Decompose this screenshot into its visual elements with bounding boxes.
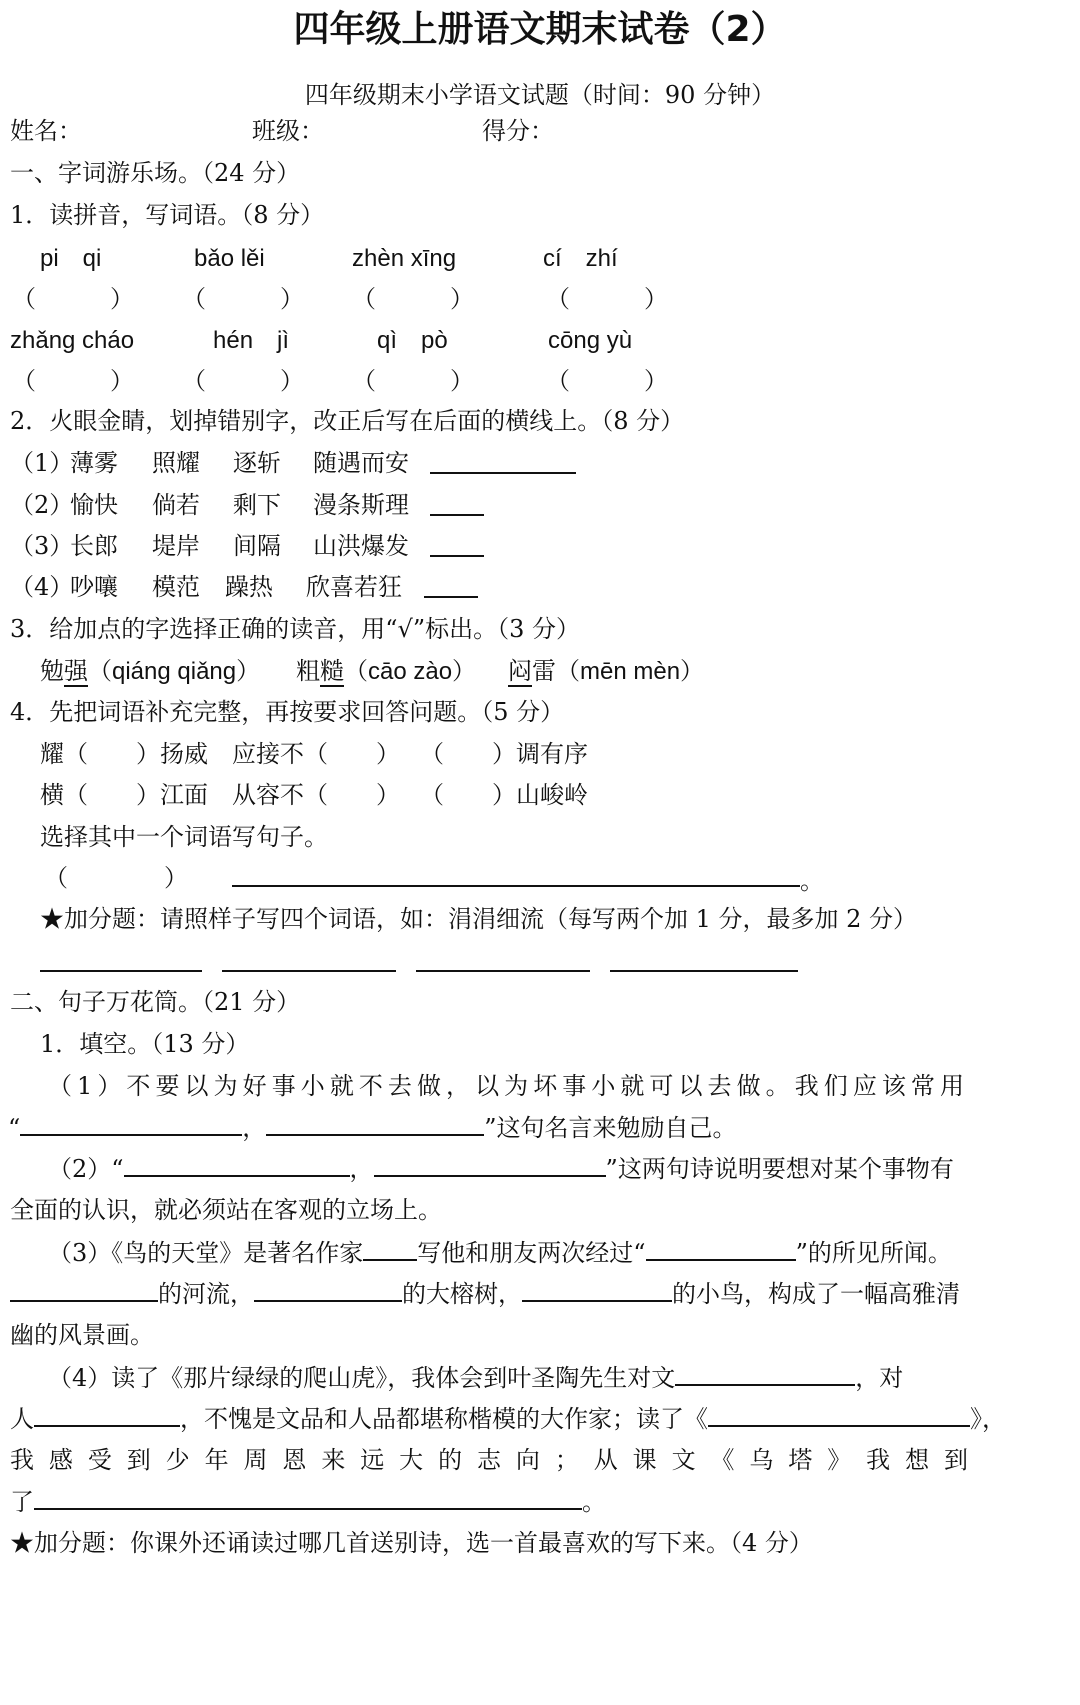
s3-start: （3）《鸟的天堂》是著名作家: [48, 1239, 364, 1267]
s2-start: （2）“: [48, 1155, 124, 1183]
q3-item-1-marked-char: 强: [64, 657, 88, 685]
pinyin-8: cōng yù: [548, 327, 633, 354]
q2-item-2-w3: 剩下: [233, 491, 281, 519]
q2-item-1-w1: 薄雾: [70, 449, 118, 477]
s4b-blank-1: [34, 1403, 180, 1427]
s4b-mid: ，不愧是文品和人品都堪称楷模的大作家；读了《: [180, 1405, 708, 1433]
s4d-blank: [34, 1486, 582, 1510]
q2-item-4-w4: 欣喜若狂: [306, 573, 402, 601]
answer-box-6-open: （: [182, 367, 206, 395]
p2-q1-s4d: [10, 1486, 606, 1516]
page-title: 四年级上册语文期末试卷（2）: [293, 9, 787, 50]
s4b-blank-2: [708, 1403, 970, 1427]
q3-item-3-options: （mēn mèn）: [556, 658, 705, 685]
q3-item-3-marked-char: 闷: [508, 657, 532, 685]
q4-word-5: 从容不（ ）: [232, 781, 400, 809]
s3-mid: 写他和朋友两次经过“: [417, 1239, 646, 1267]
q3-item-1-options: （qiáng qiǎng）: [88, 658, 261, 685]
answer-box-7-open: （: [352, 367, 376, 395]
q2-item-3-w3: 间隔: [233, 532, 281, 560]
q2-item-3-w2: 堤岸: [152, 532, 200, 560]
q3-item-2-marked-char: 糙: [320, 657, 344, 685]
q2-item-1-w3: 逐斩: [233, 449, 281, 477]
answer-box-1-open: （: [12, 285, 36, 313]
s1-end: ”这句名言来勉励自己。: [484, 1114, 737, 1142]
q2-item-3-w4: 山洪爆发: [313, 532, 409, 560]
s3b-text-3: 的小鸟，构成了一幅高雅清: [672, 1280, 960, 1308]
q3-item-2-options: （cāo zào）: [344, 658, 477, 685]
q3-item-1: [40, 656, 260, 686]
q2-item-2-w1: 愉快: [70, 491, 118, 519]
score-label: 得分：: [482, 117, 554, 145]
p2-q1-s3b: [10, 1278, 960, 1308]
bonus-line-1: [40, 970, 202, 972]
q2-prompt: 2．火眼金睛，划掉错别字，改正后写在后面的横线上。（8 分）: [10, 407, 685, 435]
pinyin-2: bǎo lěi: [194, 245, 265, 272]
q3-prompt: 3．给加点的字选择正确的读音，用“√”标出。（3 分）: [10, 615, 580, 643]
name-label: 姓名：: [10, 117, 82, 145]
s2-comma: ，: [349, 1155, 374, 1183]
q2-item-3-w1: 长郎: [70, 532, 118, 560]
s2-end: ”这两句诗说明要想对某个事物有: [605, 1155, 954, 1183]
q3-item-2-char: 粗: [296, 657, 320, 685]
s1-comma: ，: [242, 1114, 267, 1142]
answer-box-3-open: （: [352, 285, 376, 313]
q2-item-1-num: （1）: [10, 449, 74, 477]
s3-blank-author: [363, 1237, 417, 1261]
q4-word-6: （ ）山峻岭: [420, 781, 588, 809]
s3-blank-place: [646, 1237, 796, 1261]
pinyin-1: pi qi: [40, 245, 102, 272]
q4-word-paren: （ ）: [44, 864, 188, 892]
q2-item-4-w1: 吵嚷: [70, 573, 118, 601]
q3-item-3: [508, 656, 704, 686]
bonus-line-4: [610, 970, 798, 972]
quote-open: “: [8, 1114, 21, 1142]
q2-answer-line-4: [424, 596, 478, 598]
s4d-end: 。: [582, 1488, 606, 1516]
q2-item-1-w4: 随遇而安: [313, 449, 409, 477]
answer-box-4-open: （: [546, 285, 570, 313]
q4-word-2: 应接不（ ）: [232, 740, 400, 768]
s3b-blank-2: [254, 1278, 402, 1302]
s3b-text-1: 的河流，: [158, 1280, 254, 1308]
answer-box-2-close: ）: [280, 285, 304, 313]
answer-box-8-close: ）: [644, 367, 668, 395]
q4-word-1: 耀（ ）扬威: [40, 740, 208, 768]
q4-word-3: （ ）调有序: [420, 740, 588, 768]
q2-item-2-w4: 漫条斯理: [313, 491, 409, 519]
s3b-blank-1: [10, 1278, 158, 1302]
q4-word-4: 横（ ）江面: [40, 781, 208, 809]
answer-box-5-open: （: [12, 367, 36, 395]
answer-box-8-open: （: [546, 367, 570, 395]
page-subtitle: 四年级期末小学语文试题（时间：90 分钟）: [304, 81, 776, 109]
q1-prompt: 1．读拼音，写词语。（8 分）: [10, 201, 325, 229]
s3b-text-2: 的大榕树，: [402, 1280, 522, 1308]
bonus-line-2: [222, 970, 396, 972]
s2-blank-2: [374, 1153, 606, 1177]
q4-sentence-line: [232, 885, 800, 887]
pinyin-7: qì pò: [377, 327, 448, 354]
p2-q1-s3c: 幽的风景画。: [10, 1321, 154, 1349]
s4-blank-1: [675, 1362, 855, 1386]
q2-item-2-w2: 倘若: [152, 491, 200, 519]
answer-box-1-close: ）: [110, 285, 134, 313]
q2-answer-line-3: [430, 555, 484, 557]
p2-q1-s2b: 全面的认识，就必须站在客观的立场上。: [10, 1196, 442, 1224]
s4-end: ，对: [855, 1364, 904, 1392]
q2-answer-line-2: [430, 514, 484, 516]
part2-bonus: ★加分题：你课外还诵读过哪几首送别诗，选一首最喜欢的写下来。（4 分）: [10, 1529, 813, 1557]
part2-heading: 二、句子万花筒。（21 分）: [10, 988, 301, 1016]
answer-box-7-close: ）: [450, 367, 474, 395]
s4-start: （4）读了《那片绿绿的爬山虎》，我体会到叶圣陶先生对文: [48, 1364, 676, 1392]
q2-item-4-num: （4）: [10, 573, 74, 601]
s4b-end: 》，: [970, 1405, 1006, 1433]
s1-blank-1: [20, 1112, 242, 1136]
bonus-line-3: [416, 970, 590, 972]
p2-q1-prompt: 1．填空。（13 分）: [40, 1030, 250, 1058]
q3-item-3-char: 雷: [532, 657, 556, 685]
pinyin-3: zhèn xīng: [352, 245, 457, 272]
pinyin-4: cí zhí: [543, 245, 618, 272]
q2-answer-line-1: [430, 472, 576, 474]
q3-item-2: [296, 656, 476, 686]
p2-q1-s3: [48, 1237, 952, 1267]
q4-period: 。: [800, 867, 824, 895]
part1-heading: 一、字词游乐场。（24 分）: [10, 159, 301, 187]
s4b-start: 人: [10, 1405, 34, 1433]
q2-item-3-num: （3）: [10, 532, 74, 560]
answer-box-3-close: ）: [450, 285, 474, 313]
p2-q1-s4: [48, 1362, 903, 1392]
p2-q1-s1a: （1）不要以为好事小就不去做，以为坏事小就可以去做。我们应该常用: [48, 1072, 968, 1100]
q2-item-4-w2: 模范: [152, 573, 200, 601]
s3-end: ”的所见所闻。: [795, 1239, 952, 1267]
s2-blank-1: [124, 1153, 350, 1177]
s1-blank-2: [266, 1112, 484, 1136]
s3b-blank-3: [522, 1278, 672, 1302]
q2-item-2-num: （2）: [10, 491, 74, 519]
q4-bonus: ★加分题：请照样子写四个词语，如：涓涓细流（每写两个加 1 分，最多加 2 分）: [40, 905, 918, 933]
q4-prompt: 4．先把词语补充完整，再按要求回答问题。（5 分）: [10, 698, 565, 726]
q4-choose-instruction: 选择其中一个词语写句子。: [40, 823, 328, 851]
q3-item-1-char: 勉: [40, 657, 64, 685]
p2-q1-s1b: [8, 1112, 737, 1142]
answer-box-4-close: ）: [644, 285, 668, 313]
answer-box-6-close: ）: [280, 367, 304, 395]
q2-item-1-w2: 照耀: [152, 449, 200, 477]
class-label: 班级：: [252, 117, 324, 145]
answer-box-2-open: （: [182, 285, 206, 313]
pinyin-5: zhǎng cháo: [10, 327, 135, 354]
answer-box-5-close: ）: [110, 367, 134, 395]
s4d-start: 了: [10, 1488, 34, 1516]
p2-q1-s4c: 我感受到少年周恩来远大的志向；从课文《乌塔》我想到: [10, 1446, 968, 1474]
q2-item-4-w3: 躁热: [225, 573, 273, 601]
p2-q1-s2: [48, 1153, 954, 1183]
p2-q1-s4b: [10, 1403, 1006, 1433]
pinyin-6: hén jì: [213, 327, 290, 354]
